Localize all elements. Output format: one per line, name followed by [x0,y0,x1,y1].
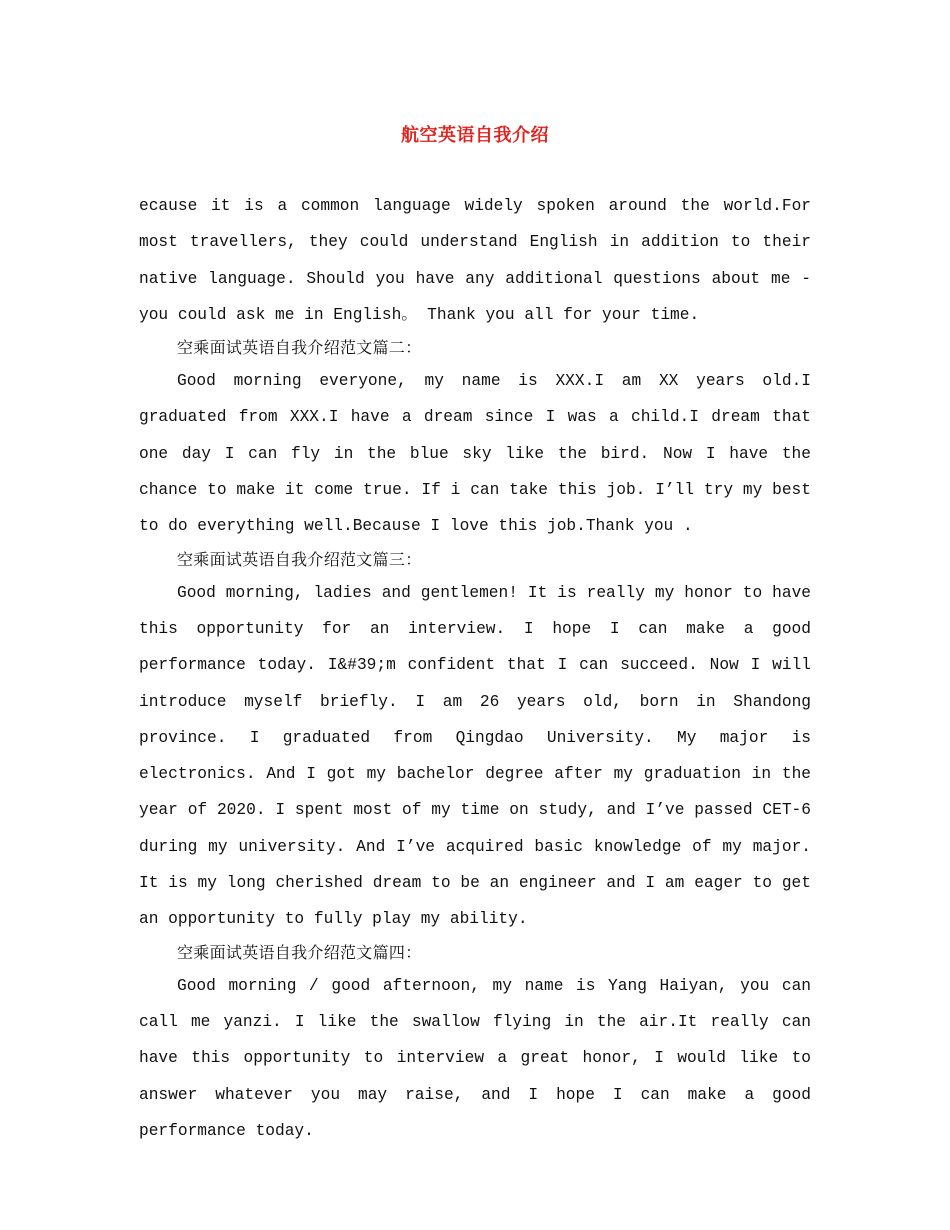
section-heading-3: 空乘面试英语自我介绍范文篇三： [177,549,422,569]
section-paragraph-4: Good morning / good afternoon, my name is Yang Haiyan, you can call me yanzi. I like the swallow flying in the air.It really can have this opportunity to interview a great honor, I would like to answer whatever you may raise, and I hope I can make a good performance today. [139,976,811,1140]
document-body [139,188,811,1149]
section-paragraph-2: Good morning everyone, my name is XXX.I am XX years old.I graduated from XXX.I have a dream since I was a child.I dream that one day I can fly in the blue sky like the bird. Now I have the chance to make it come true. If i can take this job. I’ll try my best to do everything well.Because I love this job.Thank you . [139,372,811,536]
intro-paragraph: ecause it is a common language widely spoken around the world.For most travellers, they could understand English in addition to their native language. Should you have any additional questions about me - you could ask me in English。 Thank you all for your time. [139,197,811,324]
section-heading-2: 空乘面试英语自我介绍范文篇二： [177,338,422,358]
section-paragraph-3: Good morning, ladies and gentlemen! It is really my honor to have this opportunity for an interview. I hope I can make a good performance today. I&#39;m confident that I can succeed. Now I will introduce myself briefly. I am 26 years old, born in Shandong province. I graduated from Qingdao University. My major is electronics. And I got my bachelor degree after my graduation in the year of 2020. I spent most of my time on study, and I’ve passed CET-6 during my university. And I’ve acquired basic knowledge of my major. It is my long cherished dream to be an engineer and I am eager to get an opportunity to fully play my ability. [139,583,811,929]
document-title: 航空英语自我介绍 [401,125,549,146]
section-heading-4: 空乘面试英语自我介绍范文篇四： [177,942,422,962]
